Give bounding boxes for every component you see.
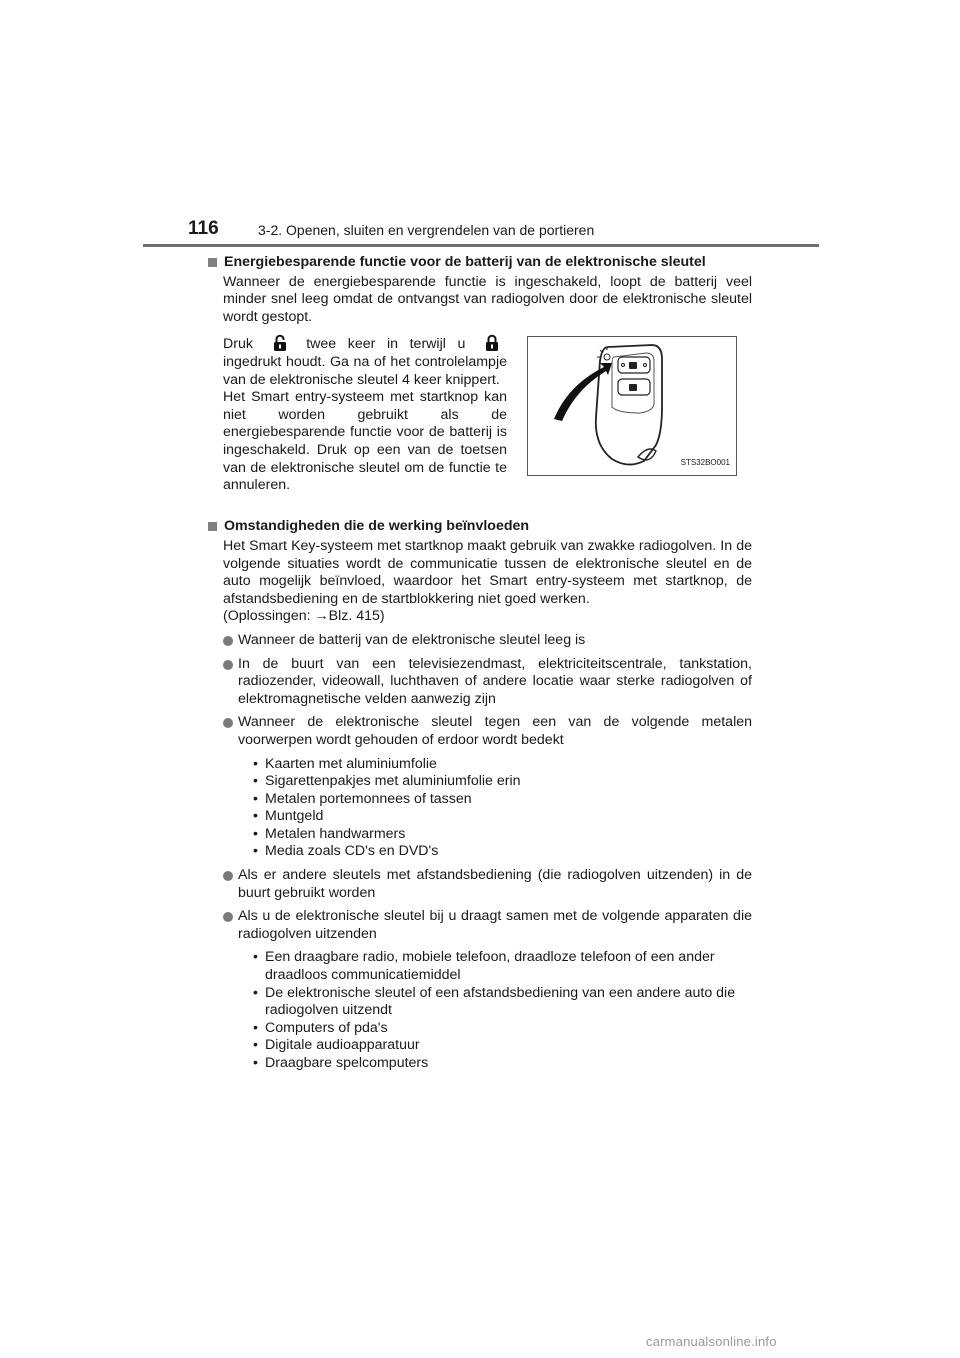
- lock-icon: [265, 334, 295, 350]
- watermark: carmanualsonline.info: [646, 1334, 777, 1349]
- section-intro: Wanneer de energiebesparende functie is ingeschakeld, loopt de batterij veel minder snel leeg omdat de ontvangst van radiogolven door de elektronische sleutel wordt gestopt.: [223, 273, 752, 325]
- figure-code: STS32BO001: [680, 457, 730, 467]
- round-bullet-icon: [223, 660, 233, 670]
- section-heading-text: Energiebesparende functie voor de batterij van de elektronische sleutel: [224, 254, 706, 270]
- section-intro: Het Smart Key-systeem met startknop maakt gebruik van zwakke radiogolven. In de volgende situaties wordt de communicatie tussen de elektronische sleutel en de auto mogelijk beïnvloed, waardoor het Smart entry-systeem met startknop, de afstandsbediening en de startblokkering niet goed werken. (Oplossingen: →Blz. 415): [223, 537, 752, 625]
- page-number: 116: [188, 218, 219, 239]
- round-bullet-icon: [223, 912, 233, 922]
- section-heading-conditions: [208, 518, 752, 536]
- sub-list-item: • Metalen handwarmers: [253, 826, 752, 844]
- chapter-title: 3-2. Openen, sluiten en vergrendelen van de portieren: [258, 222, 595, 238]
- sub-list-item: • De elektronische sleutel of een afstandsbediening van een andere auto die radiogolven uitzendt: [253, 985, 752, 1020]
- header-rule: [143, 244, 819, 247]
- list-item: Als u de elektronische sleutel bij u draagt samen met de volgende apparaten die radiogolven uitzenden: [223, 908, 752, 943]
- sub-list-item: • Media zoals CD's en DVD's: [253, 843, 752, 861]
- sub-list-item: • Muntgeld: [253, 808, 752, 826]
- round-bullet-icon: [223, 871, 233, 881]
- instruction-text: Druk twee keer in terwijl u ingedrukt houdt. Ga na of het controlelampje van de elektronische sleutel 4 keer knippert. Het Smart entry-systeem met startknop kan niet worden gebruikt als de energiebesparende functie voor de batterij is ingeschakeld. Druk op een van de toetsen van de elektronische sleutel om de functie te annuleren.: [223, 336, 507, 494]
- sub-list-item: • Draagbare spelcomputers: [253, 1055, 752, 1073]
- metal-objects-list: [253, 756, 752, 862]
- round-bullet-icon: [223, 636, 233, 646]
- sub-list-item: • Een draagbare radio, mobiele telefoon, draadloze telefoon of een ander draadloos communicatiemiddel: [253, 949, 752, 984]
- instruction-with-figure: [223, 334, 752, 512]
- lock-icon: [477, 334, 507, 350]
- smart-key-figure: [527, 336, 737, 476]
- sub-list-item: • Sigarettenpakjes met aluminiumfolie erin: [253, 773, 752, 791]
- section-heading-battery-saving: [208, 254, 752, 272]
- radio-devices-list: [253, 949, 752, 1072]
- square-bullet-icon: [208, 522, 217, 531]
- square-bullet-icon: [208, 258, 217, 267]
- sub-list-item: • Metalen portemonnees of tassen: [253, 791, 752, 809]
- sub-list-item: • Digitale audioapparatuur: [253, 1037, 752, 1055]
- solutions-reference: (Oplossingen: →Blz. 415): [223, 608, 385, 625]
- list-item: In de buurt van een televisiezendmast, elektriciteitscentrale, tankstation, radiozender, videowall, luchthaven of andere locatie waar sterke radiogolven of elektromagnetische velden aanwezig zijn: [223, 656, 752, 709]
- list-item: Wanneer de batterij van de elektronische sleutel leeg is: [223, 632, 752, 650]
- sub-list-item: • Kaarten met aluminiumfolie: [253, 756, 752, 774]
- round-bullet-icon: [223, 718, 233, 728]
- sub-list-item: • Computers of pda's: [253, 1020, 752, 1038]
- list-item: Als er andere sleutels met afstandsbediening (die radiogolven uitzenden) in de buurt gebruikt worden: [223, 867, 752, 902]
- list-item: Wanneer de elektronische sleutel tegen een van de volgende metalen voorwerpen wordt gehouden of erdoor wordt bedekt: [223, 714, 752, 749]
- section-heading-text: Omstandigheden die de werking beïnvloeden: [224, 518, 530, 535]
- conditions-list: [223, 632, 752, 1073]
- page-content: [208, 254, 752, 1079]
